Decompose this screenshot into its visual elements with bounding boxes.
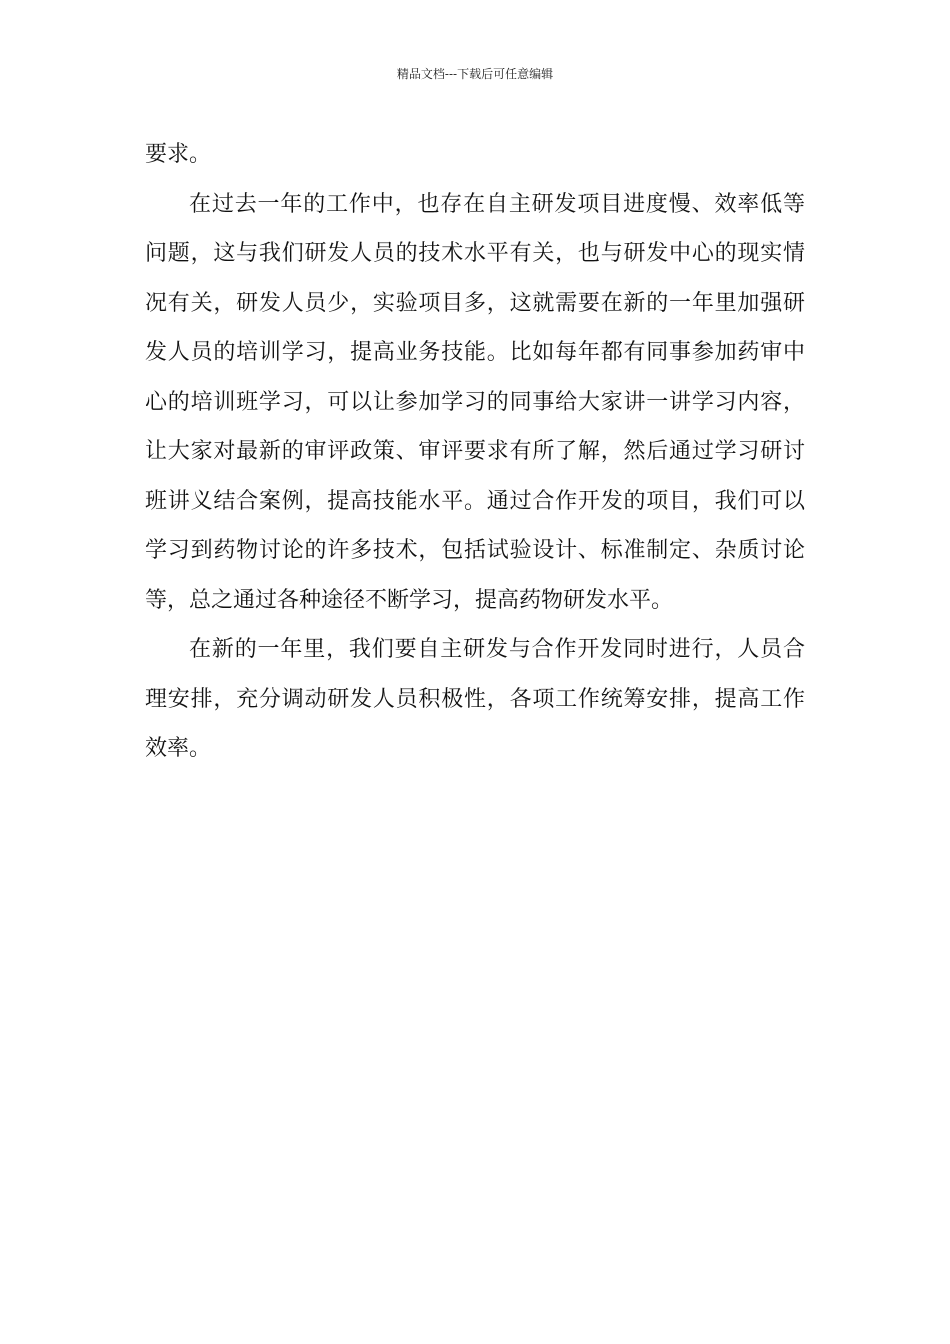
page-header: 精品文档---下载后可任意编辑: [396, 67, 554, 81]
text-line: 班讲义结合案例，提高技能水平。通过合作开发的项目，我们可以: [145, 488, 805, 514]
text-line: 发人员的培训学习，提高业务技能。比如每年都有同事参加药审中: [145, 340, 805, 365]
text-line: 要求。: [145, 142, 212, 167]
text-line: 心的培训班学习，可以让参加学习的同事给大家讲一讲学习内容，: [145, 389, 805, 415]
text-line: 况有关，研发人员少，实验项目多，这就需要在新的一年里加强研: [145, 290, 805, 316]
text-line: 等，总之通过各种途径不断学习，提高药物研发水平。: [145, 587, 674, 613]
text-line: 在新的一年里，我们要自主研发与合作开发同时进行，人员合: [189, 637, 805, 662]
text-line: 理安排，充分调动研发人员积极性，各项工作统筹安排，提高工作: [145, 686, 805, 712]
text-line: 在过去一年的工作中，也存在自主研发项目进度慢、效率低等: [189, 191, 805, 217]
text-line: 问题，这与我们研发人员的技术水平有关，也与研发中心的现实情: [145, 241, 805, 266]
text-line: 让大家对最新的审评政策、审评要求有所了解，然后通过学习研讨: [145, 439, 805, 464]
text-line: 学习到药物讨论的许多技术，包括试验设计、标准制定、杂质讨论: [145, 538, 805, 563]
document-body: [145, 130, 805, 774]
text-line: 效率。: [145, 736, 212, 761]
